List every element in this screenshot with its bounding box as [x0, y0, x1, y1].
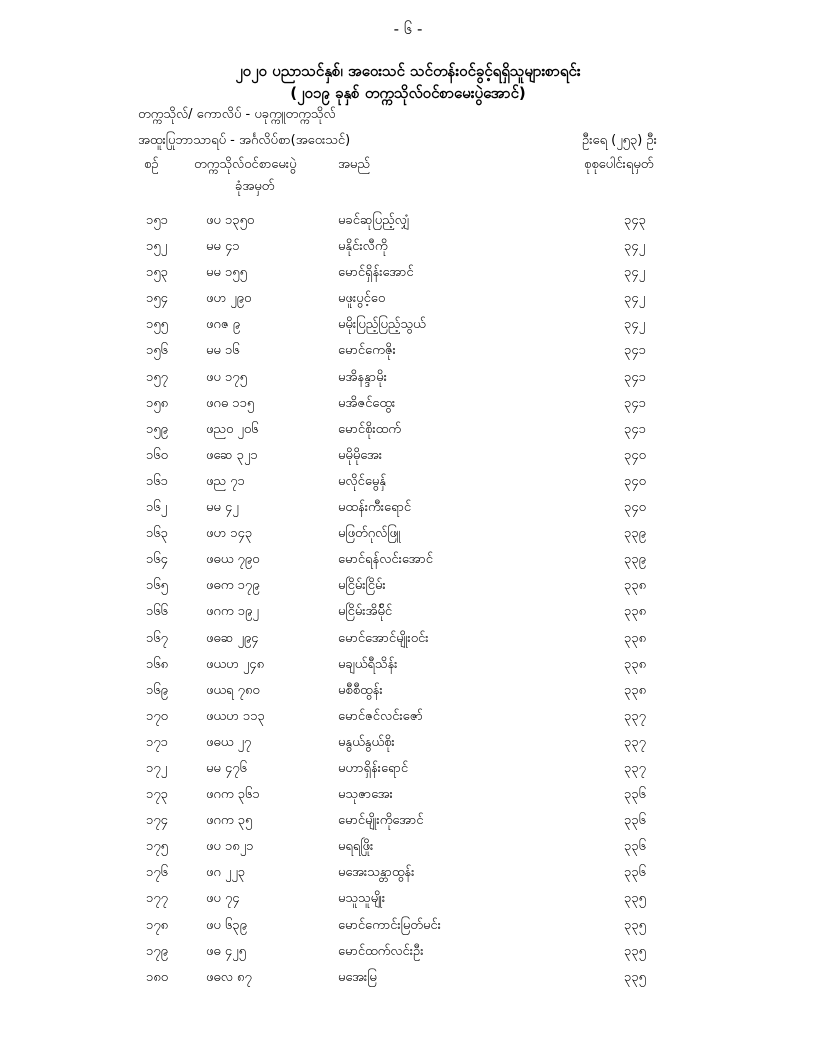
student-name: မနွယ်နွယ်စိုး [338, 734, 395, 750]
student-name: မသုဇာအေး [338, 787, 393, 803]
student-name: မချယ်ရီသိန်း [338, 656, 398, 672]
student-name: မောင်အောင်မျိုးဝင်း [338, 630, 429, 646]
row-number: ၁၆၁ [146, 473, 168, 489]
total-score: ၃၃၅ [624, 943, 646, 959]
student-name: မောင်ဇင်လင်းဇော် [338, 708, 423, 724]
table-row [0, 286, 816, 312]
student-name: မနိုင်းလီကို [338, 239, 388, 255]
total-score: ၃၄၂ [624, 239, 646, 255]
row-number: ၁၇၇ [146, 891, 168, 907]
table-row [0, 652, 816, 678]
roll-number: မမ ၄၁ [206, 239, 240, 255]
total-score: ၃၃၆ [624, 813, 646, 829]
row-number: ၁၆၆ [146, 604, 168, 620]
total-score: ၃၃၈ [624, 604, 647, 620]
table-row [0, 860, 816, 886]
roll-number: ဖပ ၁၈၂၁ [206, 839, 254, 855]
total-score: ၃၃၈ [624, 682, 647, 698]
total-score: ၃၃၉ [624, 526, 646, 542]
roll-number: ဖဂက ၁၉၂ [206, 604, 259, 620]
roll-number: ဖပ ၁၃၅၀ [206, 213, 255, 228]
roll-number: ဖဟ ၂၉၀ [206, 291, 252, 307]
student-name: မသူသူမျိုး [338, 891, 386, 907]
row-number: ၁၆၇ [146, 630, 168, 646]
student-name: မစီစီထွန်း [338, 682, 383, 698]
roll-number: ဖယရ ၇၈၀ [206, 682, 260, 698]
student-name: မငြိမ်းငြိမ်း [338, 578, 386, 594]
table-row [0, 208, 816, 234]
row-number: ၁၇၄ [146, 813, 168, 829]
table-row [0, 886, 816, 912]
table-row [0, 234, 816, 260]
roll-number: ဖယဟ ၁၁၃ [206, 708, 265, 724]
student-name: မခင်ဆုပြည့်လျှံ [338, 213, 410, 228]
total-score: ၃၃၅ [624, 917, 646, 933]
total-score: ၃၃၅ [624, 891, 646, 907]
roll-number: ဖဆေ ၃၂၁ [206, 447, 258, 463]
student-name: မမိုးပြည့်ပြည့်သွယ် [338, 317, 426, 333]
row-number: ၁၆၄ [146, 552, 168, 568]
table-row [0, 312, 816, 338]
roll-number: ဖပ ၁၇၅ [206, 369, 247, 385]
student-name: မောင်ကောင်းမြတ်မင်း [338, 917, 441, 933]
student-name: မောင်ကေဇိုး [338, 343, 396, 359]
row-number: ၁၆၈ [146, 656, 169, 672]
student-name: မောင်ရှိန်းအောင် [338, 265, 414, 281]
row-number: ၁၅၄ [146, 291, 168, 307]
table-row [0, 521, 816, 547]
total-score: ၃၃၉ [624, 552, 646, 568]
row-number: ၁၅၃ [146, 265, 168, 281]
header-roll-line1: တက္ကသိုလ်ဝင်စာမေးပွဲ [194, 157, 297, 172]
table-row [0, 260, 816, 286]
student-name: မောင်မျိုးကိုအောင် [338, 813, 424, 829]
table-row [0, 730, 816, 756]
table-row [0, 756, 816, 782]
total-score: ၃၄၁ [624, 421, 646, 437]
student-name: မဖြတ်ဂုလ်ဖြူ [338, 526, 401, 542]
roll-number: ဖညဝ ၂၀၆ [206, 421, 259, 437]
row-number: ၁၆၃ [146, 526, 168, 542]
roll-number: မမ ၄၇၆ [206, 760, 247, 776]
student-name: မအိဇင်ထွေး [338, 395, 396, 411]
student-name: မအေးသန္တာထွန်း [338, 865, 415, 881]
student-name: မအိနန္ဒာမိုး [338, 369, 387, 385]
total-score: ၃၃၆ [624, 865, 646, 881]
roll-number: မမ ၁၅၅ [206, 265, 247, 281]
table-row [0, 965, 816, 991]
roll-number: ဖဟ ၁၄၃ [206, 526, 253, 542]
header-score: စုစုပေါင်းရမှတ် [584, 157, 654, 172]
total-score: ၃၄၁ [624, 369, 646, 385]
student-name: မထန်းကီးရောင် [338, 500, 412, 516]
total-score: ၃၃၇ [624, 760, 646, 776]
table-row [0, 391, 816, 417]
row-number: ၁၅၈ [146, 395, 169, 411]
table-row [0, 417, 816, 443]
student-name: မလိုင်မွေနှ် [338, 473, 387, 489]
row-number: ၁၆၅ [146, 578, 168, 594]
roll-number: ဖဂဇ ၉ [206, 317, 241, 333]
row-number: ၁၇၂ [146, 760, 168, 776]
roll-number: ဖဓက ၁၇၉ [206, 578, 260, 594]
table-row [0, 338, 816, 364]
total-score: ၃၃၆ [624, 839, 646, 855]
row-number: ၁၅၂ [146, 239, 168, 255]
roll-number: ဖပ ၆၃၉ [206, 917, 247, 933]
student-name: မောင်ထက်လင်းဦး [338, 943, 424, 959]
row-number: ၁၇၃ [146, 787, 168, 803]
table-row [0, 834, 816, 860]
roll-number: ဖဓယ ၂၇ [206, 734, 252, 750]
header-roll-line2: ခုံအမှတ် [235, 179, 275, 194]
roll-number: မမ ၄၂ [206, 500, 239, 516]
document-title: ၂၀၂၀ ပညာသင်နှစ်၊ အဝေးသင် သင်တန်းဝင်ခွင့်ရရှိသူများစာရင်း [235, 62, 581, 80]
document-subtitle: (၂၀၁၉ ခုနှစ် တက္ကသိုလ်ဝင်စာမေးပွဲအောင်) [290, 84, 526, 102]
table-row [0, 782, 816, 808]
row-number: ၁၇၅ [146, 839, 168, 855]
row-number: ၁၆၂ [146, 500, 168, 516]
total-score: ၃၄၁ [624, 395, 646, 411]
row-number: ၁၇၈ [146, 917, 169, 933]
results-table [0, 208, 816, 991]
university-line: တက္ကသိုလ်/ ကောလိပ် - ပခုက္ကူတက္ကသိုလ် [138, 107, 336, 122]
row-number: ၁၇၁ [146, 734, 168, 750]
row-number: ၁၅၁ [146, 213, 168, 228]
total-score: ၃၄၂ [624, 317, 646, 333]
student-name: မဖူးပွင့်ဝေ [338, 291, 386, 307]
table-row [0, 626, 816, 652]
total-score: ၃၃၅ [624, 969, 646, 985]
student-name: မငြိမ်းအိမ်ိုင် [338, 604, 393, 620]
roll-number: ဖပ ၇၄ [206, 891, 240, 907]
total-score: ၃၃၈ [624, 630, 647, 646]
total-score: ၃၃၈ [624, 578, 647, 594]
roll-number: ဖဂက ၃၅ [206, 813, 253, 829]
student-name: မောင်ရန်လင်းအောင် [338, 552, 433, 568]
table-row [0, 939, 816, 965]
table-row [0, 599, 816, 625]
row-number: ၁၆၀ [146, 447, 168, 463]
table-row [0, 913, 816, 939]
row-number: ၁၅၅ [146, 317, 168, 333]
roll-number: ဖယဟ ၂၄၈ [206, 656, 265, 672]
roll-number: ဖဓယ ၇၉၀ [206, 552, 260, 568]
header-no: စဉ် [144, 157, 159, 172]
row-number: ၁၅၉ [146, 421, 168, 437]
row-number: ၁၇၀ [146, 708, 168, 724]
table-row [0, 469, 816, 495]
roll-number: ဖည ၇၁ [206, 473, 245, 489]
page-number: - ၆ - [393, 20, 423, 38]
table-row [0, 573, 816, 599]
roll-number: ဖဓလ ၈၇ [206, 969, 252, 985]
table-row [0, 443, 816, 469]
table-row [0, 704, 816, 730]
student-name: မဟာရှိန်းရောင် [338, 760, 409, 776]
student-name: မရရဖြိုး [338, 839, 374, 855]
total-score: ၃၄၀ [624, 473, 646, 489]
total-score: ၃၃၇ [624, 734, 646, 750]
roll-number: ဖဓဆ ၂၉၄ [206, 630, 259, 646]
student-name: မောင်စိုးထက် [338, 421, 401, 437]
roll-number: မမ ၁၆ [206, 343, 240, 359]
row-number: ၁၆၉ [146, 682, 168, 698]
row-number: ၁၈၀ [146, 969, 169, 985]
student-name: မအေးမြ [338, 969, 377, 985]
row-number: ၁၇၆ [146, 865, 168, 881]
table-row [0, 547, 816, 573]
total-score: ၃၄၁ [624, 343, 646, 359]
roll-number: ဖဓ ၄၂၅ [206, 943, 246, 959]
table-row [0, 808, 816, 834]
subject-line: အထူးပြုဘာသာရပ် - အင်္ဂလိပ်စာ(အဝေးသင်) [138, 133, 351, 148]
row-number: ၁၅၇ [146, 369, 168, 385]
roll-number: ဖဂဓ ၁၁၅ [206, 395, 255, 411]
total-score: ၃၃၆ [624, 787, 646, 803]
student-name: မမိုမိုအေး [338, 447, 383, 463]
total-score: ၃၄၀ [624, 500, 646, 516]
total-score: ၃၄၂ [624, 291, 646, 307]
total-score: ၃၄၃ [624, 213, 646, 228]
total-score: ၃၃၈ [624, 656, 647, 672]
total-score: ၃၄၀ [624, 447, 646, 463]
table-row [0, 495, 816, 521]
roll-number: ဖဂက ၃၆၁ [206, 787, 260, 803]
total-score: ၃၃၇ [624, 708, 646, 724]
roll-number: ဖဂ ၂၂၃ [206, 865, 246, 881]
row-number: ၁၇၉ [146, 943, 168, 959]
table-row [0, 365, 816, 391]
total-count: ဦးရေ (၂၅၃) ဦး [582, 133, 657, 148]
total-score: ၃၄၂ [624, 265, 646, 281]
table-row [0, 678, 816, 704]
row-number: ၁၅၆ [146, 343, 168, 359]
header-name: အမည် [338, 157, 370, 172]
